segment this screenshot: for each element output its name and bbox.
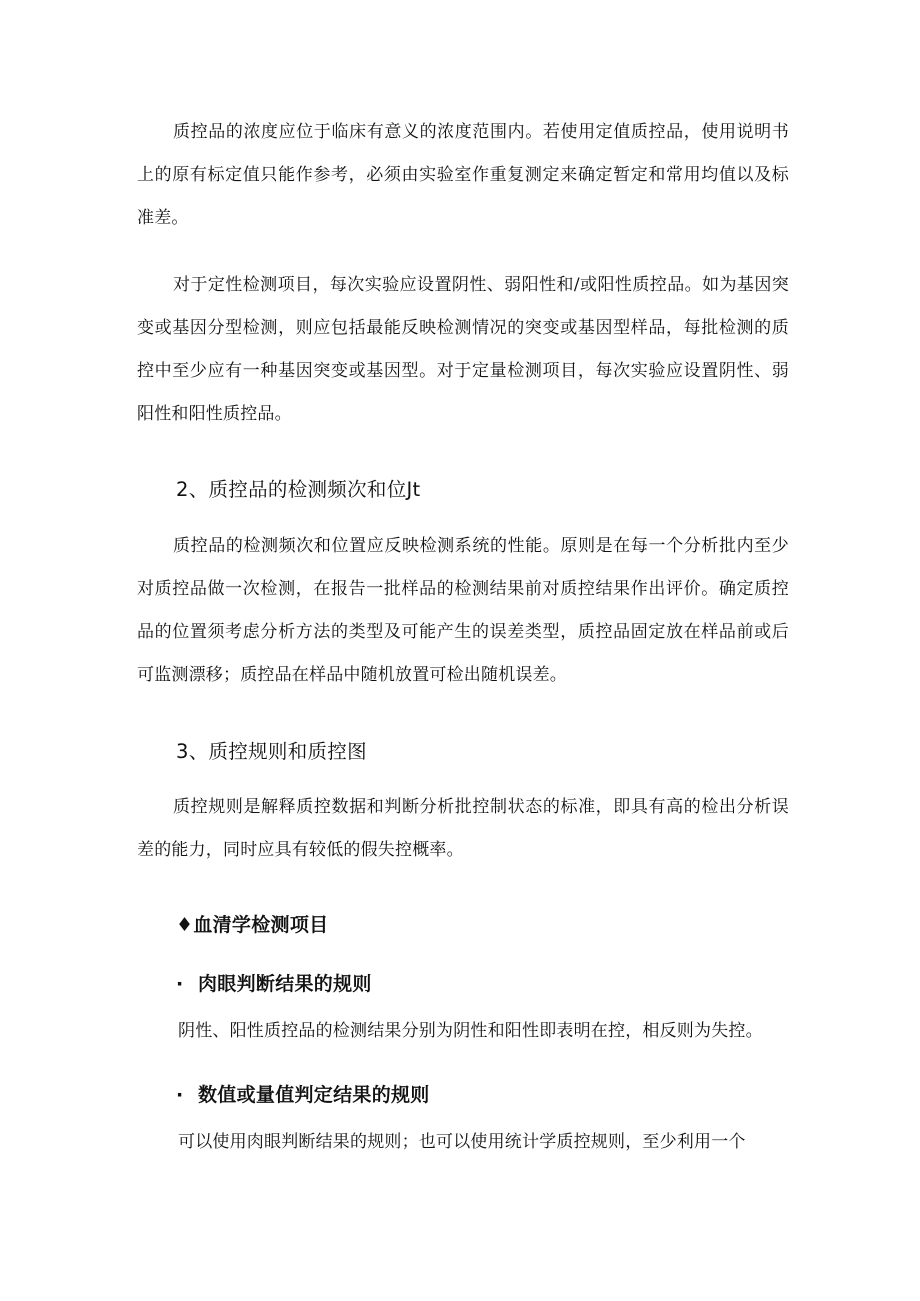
serology-heading: ♦血清学检测项目	[176, 914, 329, 936]
numeric-rule-label: 数值或量值判定结果的规则	[198, 1084, 430, 1106]
paragraph-qc-concentration: 质控品的浓度应位于临床有意义的浓度范围内。若使用定值质控品，使用说明书上的原有标定值只能作参考，必须由实验室作重复测定来确定暂定和常用均值以及标准差。	[137, 122, 789, 228]
paragraph-qualitative-qc: 对于定性检测项目，每次实验应设置阴性、弱阳性和/或阳性质控品。如为基因突变或基因分型检测，则应包括最能反映检测情况的突变或基因型样品，每批检测的质控中至少应有一种基因突变或基因型。对于定量检测项目，每次实验应设置阴性、弱阳性和阳性质控品。	[137, 275, 789, 424]
paragraph-visual-rule: 阴性、阳性质控品的检测结果分别为阴性和阳性即表明在控，相反则为失控。	[178, 1021, 763, 1041]
section-heading-2: 2、质控品的检测频次和位Jt	[176, 478, 421, 501]
visual-rule-heading	[176, 969, 372, 999]
numeric-rule-heading	[176, 1080, 430, 1110]
paragraph-qc-rules: 质控规则是解释质控数据和判断分析批控制状态的标准，即具有高的检出分析误差的能力，同时应具有较低的假失控概率。	[137, 797, 789, 860]
bullet-dot: ·	[176, 973, 184, 995]
visual-rule-label: 肉眼判断结果的规则	[198, 973, 372, 995]
bullet-dot: ·	[176, 1084, 184, 1106]
section-heading-3: 3、质控规则和质控图	[176, 740, 367, 763]
paragraph-qc-frequency: 质控品的检测频次和位置应反映检测系统的性能。原则是在每一个分析批内至少对质控品做一次检测，在报告一批样品的检测结果前对质控结果作出评价。确定质控品的位置须考虑分析方法的类型及可能产生的误差类型，质控品固定放在样品前或后可监测漂移；质控品在样品中随机放置可检出随机误差。	[137, 536, 789, 685]
paragraph-numeric-rule: 可以使用肉眼判断结果的规则；也可以使用统计学质控规则，至少利用一个	[178, 1132, 746, 1152]
